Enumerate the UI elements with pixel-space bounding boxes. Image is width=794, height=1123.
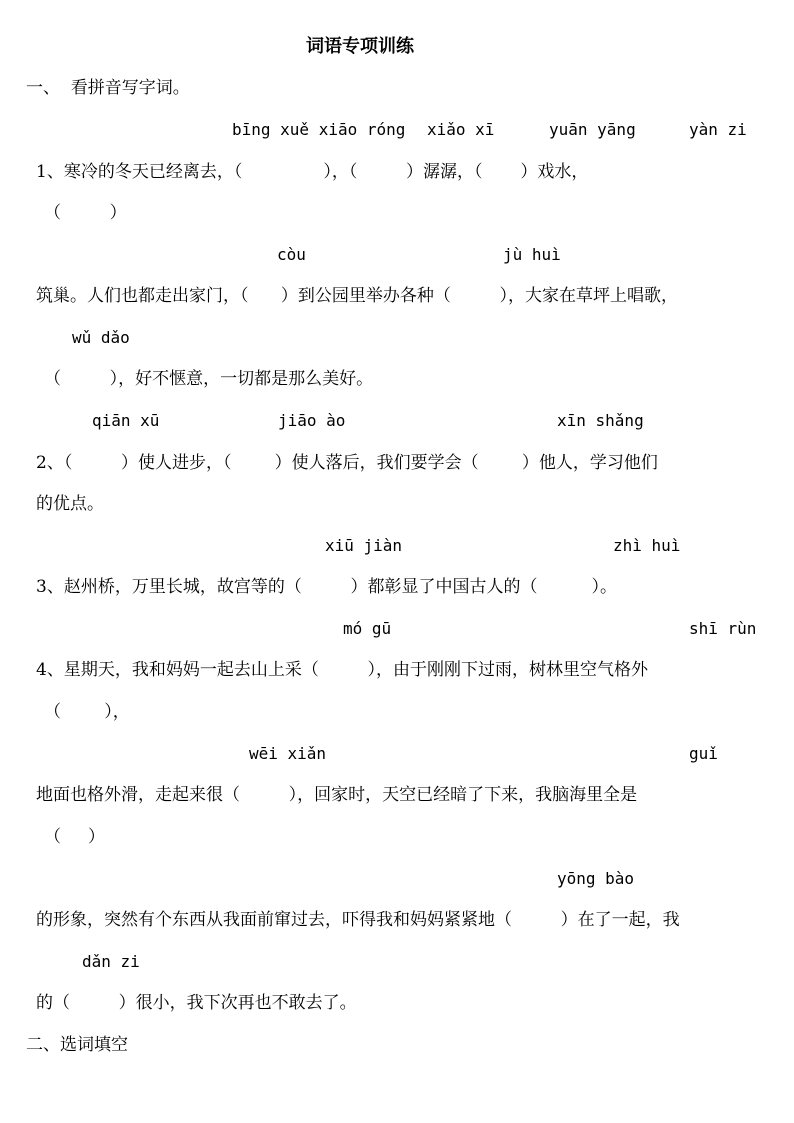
pinyin-mo-gu: mó gū (343, 619, 392, 638)
q4-line3: 地面也格外滑，走起来很（ ），回家时，天空已经暗了下来，我脑海里全是 (36, 785, 638, 805)
page-title: 词语专项训练 (306, 36, 414, 57)
q3-line1: 3、赵州桥，万里长城，故宫等的（ ）都彰显了中国古人的（ ）。 (36, 577, 617, 597)
q1-line3: 筑巢。人们也都走出家门，（ ）到公园里举办各种（ ），大家在草坪上唱歌， (36, 286, 679, 306)
pinyin-xiao-xi: xiǎo xī (427, 120, 495, 139)
q4-line1: 4、星期天，我和妈妈一起去山上采（ ），由于刚刚下过雨，树林里空气格外 (36, 660, 648, 680)
pinyin-jiao-ao: jiāo ào (278, 411, 346, 430)
pinyin-qian-xu: qiān xū (92, 411, 160, 430)
pinyin-zhi-hui: zhì huì (613, 536, 681, 555)
pinyin-dan-zi: dǎn zi (82, 952, 140, 971)
q2-line2: 的优点。 (36, 494, 104, 514)
pinyin-bing-xue-xiao-rong: bīng xuě xiāo róng (232, 120, 406, 139)
q1-line2: （ ） (44, 203, 127, 223)
pinyin-wu-dao: wǔ dǎo (72, 328, 130, 347)
pinyin-gui: guǐ (689, 744, 718, 763)
q1-line4: （ ），好不惬意，一切都是那么美好。 (44, 369, 374, 389)
q4-line4: （ ） (44, 827, 106, 847)
q1-line1: 1、寒冷的冬天已经离去，（ ），（ ）潺潺，（ ）戏水， (36, 162, 589, 182)
pinyin-xiu-jian: xiū jiàn (325, 536, 403, 555)
pinyin-wei-xian: wēi xiǎn (249, 744, 327, 763)
pinyin-cou: còu (277, 245, 306, 264)
section1-heading: 一、 看拼音写字词。 (26, 78, 190, 98)
q2-line1: 2、（ ）使人进步，（ ）使人落后，我们要学会（ ）他人，学习他们 (36, 453, 658, 473)
pinyin-yuan-yang: yuān yāng (549, 120, 636, 139)
pinyin-ju-hui: jù huì (503, 245, 561, 264)
pinyin-shi-run: shī rùn (689, 619, 757, 638)
q4-line5: 的形象，突然有个东西从我面前窜过去，吓得我和妈妈紧紧地（ ）在了一起，我 (36, 910, 680, 930)
pinyin-xin-shang: xīn shǎng (557, 411, 644, 430)
pinyin-yong-bao: yōng bào (557, 869, 635, 888)
pinyin-yan-zi: yàn zi (689, 120, 747, 139)
q4-line2: （ ）， (44, 702, 130, 722)
q4-line6: 的（ ）很小，我下次再也不敢去了。 (36, 993, 357, 1013)
section2-heading: 二、选词填空 (26, 1035, 128, 1055)
